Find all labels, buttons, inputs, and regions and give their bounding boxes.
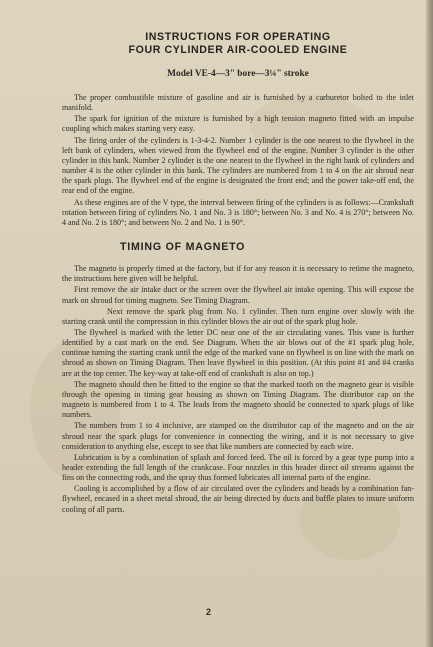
page-edge-shadow xyxy=(426,0,433,647)
page-number: 2 xyxy=(206,607,212,617)
paragraph: The spark for ignition of the mixture is furnished by a high tension magneto fitted with an impulse coupling which makes starting very easy. xyxy=(62,114,414,134)
paragraph: Next remove the spark plug from No. 1 cylinder. Then turn engine over slowly with the starting crank until the compression in this cylinder blows the air out of the spark plug hole. xyxy=(62,306,414,326)
paragraph: Cooling is accomplished by a flow of air circulated over the cylinders and heads by a combination fan-flywheel, encased in a sheet metal shroud, the air being directed by ducts and baffle plates to insure uniform cooling of all parts. xyxy=(62,484,414,514)
engine-model-line: Model VE-4—3" bore—3¼" stroke xyxy=(167,69,309,79)
paragraph: The proper combustible mixture of gasoline and air is furnished by a carburetor bolted to the inlet manifold. xyxy=(62,93,414,113)
document-title-line-2: FOUR CYLINDER AIR-COOLED ENGINE xyxy=(128,44,348,56)
paragraph: Lubrication is by a combination of splash and forced feed. The oil is forced by a gear type pump into a header extending the full length of the crankcase. Four nozzles in this header direct oil streams against the fins on the connecting rods, and the spray thus formed lubricates all internal parts of the engine. xyxy=(62,452,414,483)
paragraph: The magneto should then be fitted to the engine so that the marked tooth on the magneto gear is visible through the opening in timing gear housing as shown on Timing Diagram. The distributor cap on the magneto is numbered from 1 to 4. The leads from the magneto should be connected to spark plugs of like numbers. xyxy=(62,379,414,420)
document-title-line-1: INSTRUCTIONS FOR OPERATING xyxy=(145,31,331,43)
paragraph: The magneto is properly timed at the factory, but if for any reason it is necessary to retime the magneto, the instructions here given will be helpful. xyxy=(62,264,414,284)
paragraph: The firing order of the cylinders is 1-3-4-2. Number 1 cylinder is the one nearest to the flywheel in the left bank of cylinders, when viewed from the flywheel end of the engine. Number 3 cylinder is the other cylinder in this bank. Number 2 cylinder is the one nearest to the flywheel in the right bank of cylinders and number 4 is the other cylinder in this bank. The cylinders are numbered from 1 to 4 on the air shroud near the spark plugs. The flywheel end of the engine is designated the front end; and the power take-off end, the rear end of the engine. xyxy=(62,135,414,196)
paragraph: The numbers from 1 to 4 inclusive, are stamped on the distributor cap of the magneto and on the air shroud near the spark plugs for convenience in connecting the wiring, and it is not necessary to give consideration to anything else, except to see that like numbers are connected by each wire. xyxy=(62,421,414,451)
paragraph: The flywheel is marked with the letter DC near one of the air circulating vanes. This vane is further identified by a cast mark on the end. See Diagram. When the air blows out of the #1 spark plug hole, continue turning the starting crank until the edge of the marked vane on flywheel is on line with the mark on shroud as shown on Timing Diagram. Then leave flywheel in this position. (At this point #1 and #4 cranks are at the top center. The key-way at take-off end of crankshaft is also on top.) xyxy=(62,327,414,378)
paragraph: As these engines are of the V type, the interval between firing of the cylinders is as follows:—Crankshaft rotation between firing of cylinders No. 1 and No. 3 is 180°; between No. 3 and No. 4 is 270°; between No. 4 and No. 2 is 180°; and between No. 2 and No. 1 is 90°. xyxy=(62,197,414,227)
page-content xyxy=(62,31,414,515)
paragraph: First remove the air intake duct or the screen over the flywheel air intake opening. This will expose the mark on shroud for timing magneto. See Timing Diagram. xyxy=(62,285,414,305)
section-heading: TIMING OF MAGNETO xyxy=(120,241,246,254)
